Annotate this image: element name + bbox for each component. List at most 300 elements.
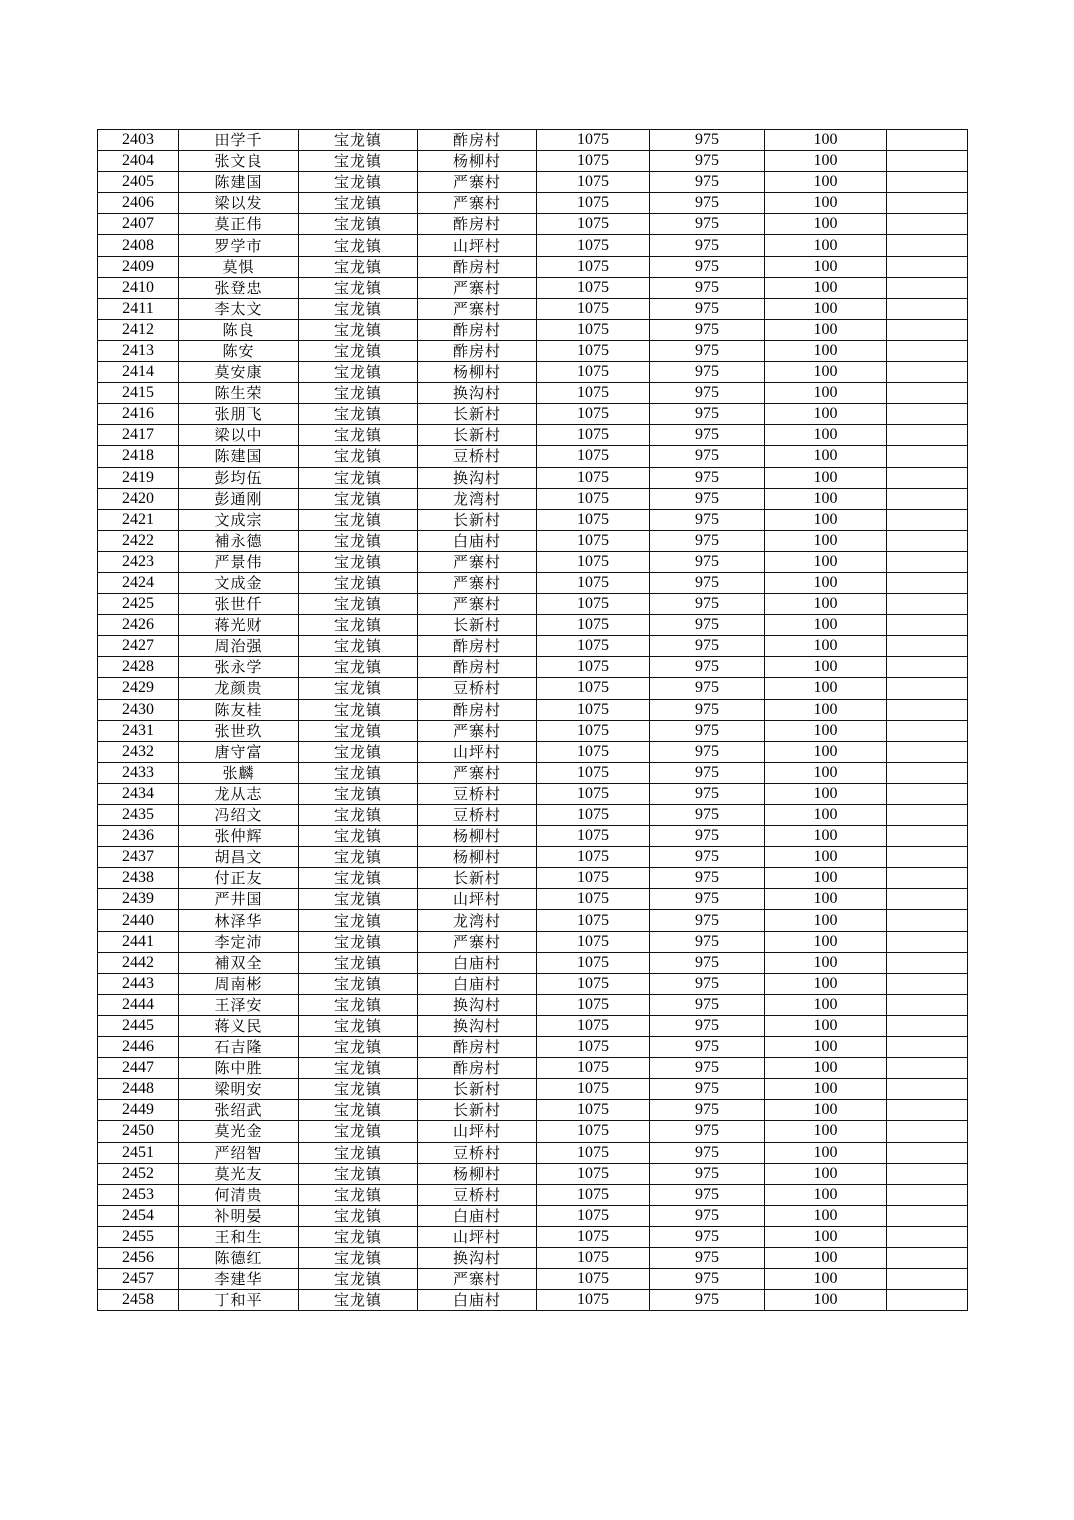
amount-total-cell: 1075	[537, 826, 650, 847]
name-cell: 张世仟	[179, 594, 299, 615]
table-row	[98, 762, 968, 783]
table-row	[98, 340, 968, 361]
remark-cell	[887, 235, 968, 256]
town-cell: 宝龙镇	[299, 973, 418, 994]
remark-cell	[887, 615, 968, 636]
remark-cell	[887, 256, 968, 277]
amount-b-cell: 100	[765, 847, 887, 868]
amount-a-cell: 975	[650, 572, 765, 593]
amount-b-cell: 100	[765, 551, 887, 572]
amount-total-cell: 1075	[537, 762, 650, 783]
row-number-cell: 2427	[98, 636, 179, 657]
table-row	[98, 805, 968, 826]
town-cell: 宝龙镇	[299, 805, 418, 826]
amount-a-cell: 975	[650, 1015, 765, 1036]
table-row	[98, 826, 968, 847]
amount-b-cell: 100	[765, 214, 887, 235]
remark-cell	[887, 277, 968, 298]
amount-a-cell: 975	[650, 319, 765, 340]
name-cell: 罗学市	[179, 235, 299, 256]
village-cell: 酢房村	[418, 340, 537, 361]
town-cell: 宝龙镇	[299, 551, 418, 572]
village-cell: 杨柳村	[418, 1163, 537, 1184]
row-number-cell: 2440	[98, 910, 179, 931]
table-row	[98, 446, 968, 467]
table-row	[98, 298, 968, 319]
village-cell: 长新村	[418, 1100, 537, 1121]
name-cell: 陈德红	[179, 1247, 299, 1268]
amount-total-cell: 1075	[537, 657, 650, 678]
town-cell: 宝龙镇	[299, 931, 418, 952]
name-cell: 严绍智	[179, 1142, 299, 1163]
village-cell: 白庙村	[418, 530, 537, 551]
town-cell: 宝龙镇	[299, 446, 418, 467]
name-cell: 严景伟	[179, 551, 299, 572]
amount-total-cell: 1075	[537, 1015, 650, 1036]
amount-a-cell: 975	[650, 805, 765, 826]
table-row	[98, 1290, 968, 1311]
amount-a-cell: 975	[650, 383, 765, 404]
village-cell: 山坪村	[418, 741, 537, 762]
remark-cell	[887, 130, 968, 151]
name-cell: 补明晏	[179, 1205, 299, 1226]
amount-total-cell: 1075	[537, 193, 650, 214]
table-row	[98, 530, 968, 551]
row-number-cell: 2431	[98, 720, 179, 741]
table-row	[98, 1079, 968, 1100]
name-cell: 梁以发	[179, 193, 299, 214]
amount-a-cell: 975	[650, 1290, 765, 1311]
town-cell: 宝龙镇	[299, 868, 418, 889]
village-cell: 严寨村	[418, 720, 537, 741]
remark-cell	[887, 594, 968, 615]
amount-a-cell: 975	[650, 762, 765, 783]
village-cell: 长新村	[418, 404, 537, 425]
amount-b-cell: 100	[765, 931, 887, 952]
amount-b-cell: 100	[765, 446, 887, 467]
amount-b-cell: 100	[765, 783, 887, 804]
row-number-cell: 2437	[98, 847, 179, 868]
amount-total-cell: 1075	[537, 952, 650, 973]
amount-total-cell: 1075	[537, 509, 650, 530]
table-row	[98, 404, 968, 425]
amount-b-cell: 100	[765, 235, 887, 256]
table-row	[98, 383, 968, 404]
village-cell: 长新村	[418, 1079, 537, 1100]
village-cell: 龙湾村	[418, 910, 537, 931]
name-cell: 王和生	[179, 1226, 299, 1247]
amount-b-cell: 100	[765, 193, 887, 214]
amount-a-cell: 975	[650, 826, 765, 847]
remark-cell	[887, 741, 968, 762]
amount-b-cell: 100	[765, 910, 887, 931]
name-cell: 付正友	[179, 868, 299, 889]
name-cell: 周治强	[179, 636, 299, 657]
table-row	[98, 1163, 968, 1184]
town-cell: 宝龙镇	[299, 1037, 418, 1058]
table-row	[98, 130, 968, 151]
row-number-cell: 2432	[98, 741, 179, 762]
name-cell: 石吉隆	[179, 1037, 299, 1058]
village-cell: 白庙村	[418, 1205, 537, 1226]
amount-a-cell: 975	[650, 1205, 765, 1226]
name-cell: 张登忠	[179, 277, 299, 298]
amount-total-cell: 1075	[537, 572, 650, 593]
amount-a-cell: 975	[650, 193, 765, 214]
amount-a-cell: 975	[650, 425, 765, 446]
amount-total-cell: 1075	[537, 847, 650, 868]
amount-total-cell: 1075	[537, 467, 650, 488]
amount-b-cell: 100	[765, 1100, 887, 1121]
town-cell: 宝龙镇	[299, 657, 418, 678]
town-cell: 宝龙镇	[299, 1058, 418, 1079]
name-cell: 陈友桂	[179, 699, 299, 720]
village-cell: 换沟村	[418, 994, 537, 1015]
row-number-cell: 2411	[98, 298, 179, 319]
table-row	[98, 235, 968, 256]
remark-cell	[887, 1142, 968, 1163]
table-row	[98, 741, 968, 762]
row-number-cell: 2408	[98, 235, 179, 256]
amount-a-cell: 975	[650, 636, 765, 657]
remark-cell	[887, 826, 968, 847]
town-cell: 宝龙镇	[299, 298, 418, 319]
village-cell: 豆桥村	[418, 1142, 537, 1163]
town-cell: 宝龙镇	[299, 256, 418, 277]
row-number-cell: 2438	[98, 868, 179, 889]
row-number-cell: 2413	[98, 340, 179, 361]
town-cell: 宝龙镇	[299, 340, 418, 361]
row-number-cell: 2441	[98, 931, 179, 952]
table-row	[98, 1142, 968, 1163]
remark-cell	[887, 298, 968, 319]
remark-cell	[887, 172, 968, 193]
row-number-cell: 2423	[98, 551, 179, 572]
town-cell: 宝龙镇	[299, 530, 418, 551]
row-number-cell: 2426	[98, 615, 179, 636]
amount-total-cell: 1075	[537, 805, 650, 826]
table-row	[98, 847, 968, 868]
amount-total-cell: 1075	[537, 172, 650, 193]
amount-a-cell: 975	[650, 1163, 765, 1184]
amount-a-cell: 975	[650, 1079, 765, 1100]
amount-a-cell: 975	[650, 1269, 765, 1290]
village-cell: 酢房村	[418, 636, 537, 657]
village-cell: 山坪村	[418, 1226, 537, 1247]
amount-a-cell: 975	[650, 1142, 765, 1163]
amount-total-cell: 1075	[537, 1079, 650, 1100]
village-cell: 酢房村	[418, 214, 537, 235]
name-cell: 彭通刚	[179, 488, 299, 509]
amount-b-cell: 100	[765, 678, 887, 699]
amount-total-cell: 1075	[537, 530, 650, 551]
amount-total-cell: 1075	[537, 678, 650, 699]
amount-b-cell: 100	[765, 1290, 887, 1311]
name-cell: 龙颜贵	[179, 678, 299, 699]
village-cell: 换沟村	[418, 1247, 537, 1268]
table-row	[98, 572, 968, 593]
amount-a-cell: 975	[650, 741, 765, 762]
remark-cell	[887, 868, 968, 889]
row-number-cell: 2407	[98, 214, 179, 235]
town-cell: 宝龙镇	[299, 509, 418, 530]
name-cell: 梁以中	[179, 425, 299, 446]
table-row	[98, 678, 968, 699]
row-number-cell: 2414	[98, 362, 179, 383]
town-cell: 宝龙镇	[299, 994, 418, 1015]
table-row	[98, 699, 968, 720]
table-row	[98, 551, 968, 572]
remark-cell	[887, 467, 968, 488]
town-cell: 宝龙镇	[299, 488, 418, 509]
table-row	[98, 1184, 968, 1205]
row-number-cell: 2424	[98, 572, 179, 593]
row-number-cell: 2422	[98, 530, 179, 551]
row-number-cell: 2451	[98, 1142, 179, 1163]
amount-total-cell: 1075	[537, 383, 650, 404]
village-cell: 杨柳村	[418, 847, 537, 868]
row-number-cell: 2412	[98, 319, 179, 340]
amount-b-cell: 100	[765, 1205, 887, 1226]
town-cell: 宝龙镇	[299, 1184, 418, 1205]
remark-cell	[887, 1205, 968, 1226]
amount-total-cell: 1075	[537, 1247, 650, 1268]
amount-total-cell: 1075	[537, 594, 650, 615]
village-cell: 严寨村	[418, 298, 537, 319]
amount-b-cell: 100	[765, 868, 887, 889]
remark-cell	[887, 1100, 968, 1121]
village-cell: 山坪村	[418, 235, 537, 256]
name-cell: 严井国	[179, 889, 299, 910]
amount-b-cell: 100	[765, 1079, 887, 1100]
village-cell: 豆桥村	[418, 1184, 537, 1205]
town-cell: 宝龙镇	[299, 172, 418, 193]
town-cell: 宝龙镇	[299, 699, 418, 720]
table-row	[98, 1269, 968, 1290]
town-cell: 宝龙镇	[299, 425, 418, 446]
village-cell: 豆桥村	[418, 805, 537, 826]
village-cell: 白庙村	[418, 952, 537, 973]
amount-a-cell: 975	[650, 678, 765, 699]
remark-cell	[887, 1121, 968, 1142]
amount-b-cell: 100	[765, 636, 887, 657]
amount-b-cell: 100	[765, 319, 887, 340]
row-number-cell: 2404	[98, 151, 179, 172]
name-cell: 张永学	[179, 657, 299, 678]
amount-total-cell: 1075	[537, 1205, 650, 1226]
row-number-cell: 2416	[98, 404, 179, 425]
table-row	[98, 594, 968, 615]
amount-b-cell: 100	[765, 952, 887, 973]
village-cell: 严寨村	[418, 551, 537, 572]
village-cell: 豆桥村	[418, 783, 537, 804]
table-row	[98, 256, 968, 277]
town-cell: 宝龙镇	[299, 1226, 418, 1247]
amount-b-cell: 100	[765, 277, 887, 298]
town-cell: 宝龙镇	[299, 783, 418, 804]
row-number-cell: 2430	[98, 699, 179, 720]
amount-b-cell: 100	[765, 467, 887, 488]
name-cell: 胡昌文	[179, 847, 299, 868]
amount-total-cell: 1075	[537, 1184, 650, 1205]
amount-total-cell: 1075	[537, 994, 650, 1015]
table-row	[98, 889, 968, 910]
amount-b-cell: 100	[765, 889, 887, 910]
row-number-cell: 2434	[98, 783, 179, 804]
village-cell: 换沟村	[418, 1015, 537, 1036]
amount-total-cell: 1075	[537, 151, 650, 172]
village-cell: 杨柳村	[418, 151, 537, 172]
name-cell: 张朋飞	[179, 404, 299, 425]
amount-b-cell: 100	[765, 1015, 887, 1036]
village-cell: 严寨村	[418, 193, 537, 214]
remark-cell	[887, 1037, 968, 1058]
name-cell: 张世玖	[179, 720, 299, 741]
amount-total-cell: 1075	[537, 488, 650, 509]
amount-a-cell: 975	[650, 1037, 765, 1058]
table-row	[98, 994, 968, 1015]
village-cell: 严寨村	[418, 572, 537, 593]
village-cell: 酢房村	[418, 319, 537, 340]
table-row	[98, 214, 968, 235]
row-number-cell: 2444	[98, 994, 179, 1015]
amount-total-cell: 1075	[537, 1037, 650, 1058]
row-number-cell: 2410	[98, 277, 179, 298]
amount-b-cell: 100	[765, 1184, 887, 1205]
row-number-cell: 2454	[98, 1205, 179, 1226]
town-cell: 宝龙镇	[299, 1247, 418, 1268]
amount-total-cell: 1075	[537, 256, 650, 277]
remark-cell	[887, 762, 968, 783]
amount-a-cell: 975	[650, 214, 765, 235]
town-cell: 宝龙镇	[299, 594, 418, 615]
amount-total-cell: 1075	[537, 783, 650, 804]
village-cell: 豆桥村	[418, 678, 537, 699]
amount-a-cell: 975	[650, 551, 765, 572]
row-number-cell: 2406	[98, 193, 179, 214]
name-cell: 蒋义民	[179, 1015, 299, 1036]
town-cell: 宝龙镇	[299, 952, 418, 973]
name-cell: 李太文	[179, 298, 299, 319]
village-cell: 酢房村	[418, 1037, 537, 1058]
table-row	[98, 319, 968, 340]
row-number-cell: 2409	[98, 256, 179, 277]
remark-cell	[887, 952, 968, 973]
amount-total-cell: 1075	[537, 1058, 650, 1079]
amount-b-cell: 100	[765, 1058, 887, 1079]
amount-b-cell: 100	[765, 130, 887, 151]
amount-total-cell: 1075	[537, 910, 650, 931]
village-cell: 严寨村	[418, 594, 537, 615]
town-cell: 宝龙镇	[299, 826, 418, 847]
table-body	[98, 130, 968, 1311]
remark-cell	[887, 551, 968, 572]
table-row	[98, 1226, 968, 1247]
name-cell: 莫光友	[179, 1163, 299, 1184]
remark-cell	[887, 973, 968, 994]
remark-cell	[887, 1226, 968, 1247]
town-cell: 宝龙镇	[299, 910, 418, 931]
name-cell: 陈良	[179, 319, 299, 340]
row-number-cell: 2425	[98, 594, 179, 615]
name-cell: 文成金	[179, 572, 299, 593]
amount-b-cell: 100	[765, 509, 887, 530]
town-cell: 宝龙镇	[299, 130, 418, 151]
row-number-cell: 2433	[98, 762, 179, 783]
table-row	[98, 172, 968, 193]
amount-b-cell: 100	[765, 994, 887, 1015]
town-cell: 宝龙镇	[299, 214, 418, 235]
town-cell: 宝龙镇	[299, 889, 418, 910]
amount-total-cell: 1075	[537, 551, 650, 572]
village-cell: 杨柳村	[418, 362, 537, 383]
amount-a-cell: 975	[650, 404, 765, 425]
amount-total-cell: 1075	[537, 1163, 650, 1184]
remark-cell	[887, 151, 968, 172]
amount-b-cell: 100	[765, 425, 887, 446]
remark-cell	[887, 1290, 968, 1311]
town-cell: 宝龙镇	[299, 678, 418, 699]
table-row	[98, 1058, 968, 1079]
amount-a-cell: 975	[650, 699, 765, 720]
name-cell: 莫惧	[179, 256, 299, 277]
amount-a-cell: 975	[650, 446, 765, 467]
table-row	[98, 615, 968, 636]
document-page	[97, 129, 967, 1311]
name-cell: 莫正伟	[179, 214, 299, 235]
village-cell: 长新村	[418, 425, 537, 446]
table-row	[98, 657, 968, 678]
row-number-cell: 2415	[98, 383, 179, 404]
amount-b-cell: 100	[765, 404, 887, 425]
village-cell: 龙湾村	[418, 488, 537, 509]
table-row	[98, 467, 968, 488]
amount-total-cell: 1075	[537, 1290, 650, 1311]
amount-total-cell: 1075	[537, 277, 650, 298]
amount-b-cell: 100	[765, 340, 887, 361]
village-cell: 杨柳村	[418, 826, 537, 847]
row-number-cell: 2428	[98, 657, 179, 678]
row-number-cell: 2450	[98, 1121, 179, 1142]
amount-a-cell: 975	[650, 615, 765, 636]
town-cell: 宝龙镇	[299, 1269, 418, 1290]
remark-cell	[887, 994, 968, 1015]
village-cell: 山坪村	[418, 889, 537, 910]
village-cell: 酢房村	[418, 130, 537, 151]
amount-b-cell: 100	[765, 362, 887, 383]
village-cell: 酢房村	[418, 699, 537, 720]
table-row	[98, 488, 968, 509]
amount-b-cell: 100	[765, 572, 887, 593]
town-cell: 宝龙镇	[299, 362, 418, 383]
town-cell: 宝龙镇	[299, 319, 418, 340]
amount-total-cell: 1075	[537, 130, 650, 151]
village-cell: 严寨村	[418, 277, 537, 298]
remark-cell	[887, 1163, 968, 1184]
amount-a-cell: 975	[650, 889, 765, 910]
town-cell: 宝龙镇	[299, 1142, 418, 1163]
town-cell: 宝龙镇	[299, 193, 418, 214]
amount-b-cell: 100	[765, 1247, 887, 1268]
amount-a-cell: 975	[650, 256, 765, 277]
amount-b-cell: 100	[765, 172, 887, 193]
amount-a-cell: 975	[650, 1100, 765, 1121]
amount-a-cell: 975	[650, 298, 765, 319]
row-number-cell: 2429	[98, 678, 179, 699]
table-row	[98, 277, 968, 298]
name-cell: 冯绍文	[179, 805, 299, 826]
remark-cell	[887, 1269, 968, 1290]
